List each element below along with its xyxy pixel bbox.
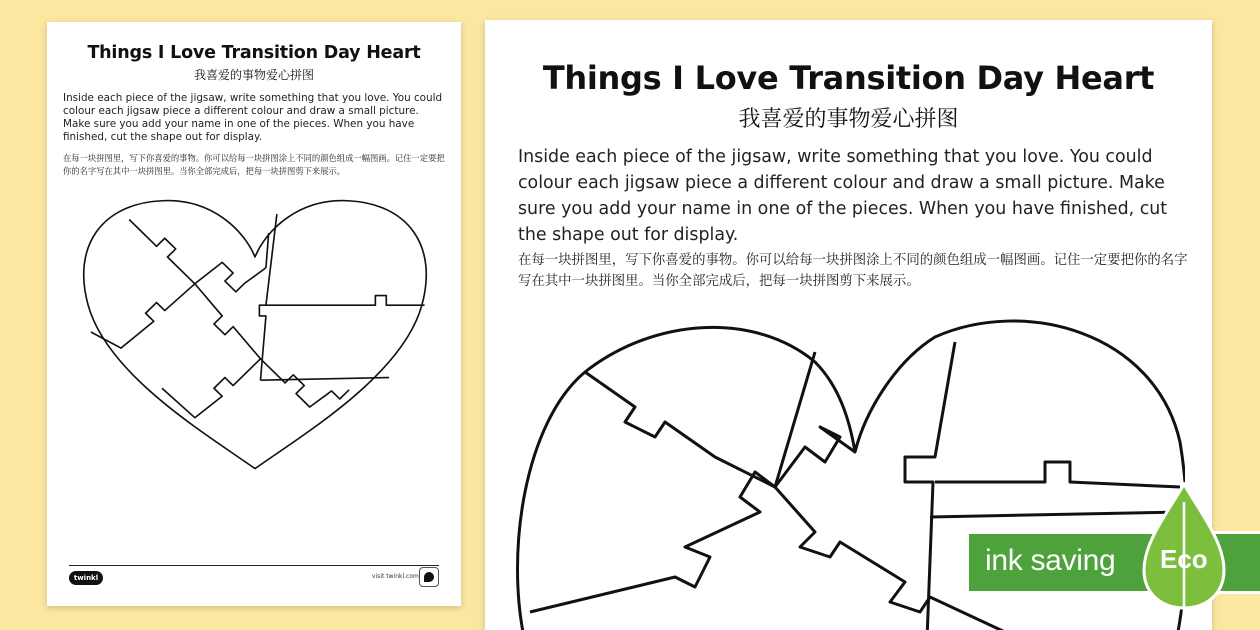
worksheet-title-large: Things I Love Transition Day Heart	[542, 59, 1155, 97]
twinkl-logo-icon: twinkl	[69, 571, 103, 585]
ink-saving-label: ink saving	[985, 544, 1116, 577]
worksheet-subtitle: 我喜爱的事物爱心拼图	[193, 68, 314, 82]
instructions-chinese-large: 在每一块拼图里，写下你喜爱的事物。你可以给每一块拼图涂上不同的颜色组成一幅图画。记住一定要把你的名字写在其中一块拼图里。当你全部完成后，把每一块拼图剪下来展示。	[518, 253, 1188, 289]
visit-link-text: visit twinkl.com	[372, 573, 419, 580]
eco-label: Eco	[1160, 544, 1208, 574]
instructions-english-large: Inside each piece of the jigsaw, write something that you love. You could colour each jigsaw piece a different colour and draw a small picture. Make sure you add your name in one of the pieces. When you have finished, cut the shape out for display.	[518, 147, 1168, 245]
worksheet-title: Things I Love Transition Day Heart	[87, 43, 421, 63]
instructions-english: Inside each piece of the jigsaw, write something that you love. You could colour each jigsaw piece a different colour and draw a small picture. Make sure you add your name in one of the pieces. When you have finished, cut the shape out for display.	[63, 92, 443, 143]
worksheet-subtitle-large: 我喜爱的事物爱心拼图	[738, 107, 959, 132]
instructions-chinese: 在每一块拼图里，写下你喜爱的事物。你可以给每一块拼图涂上不同的颜色组成一幅图画。记住一定要把你的名字写在其中一块拼图里。当你全部完成后，把每一块拼图剪下来展示。	[63, 153, 445, 176]
quality-badge-icon	[419, 567, 439, 587]
footer-divider	[69, 565, 439, 566]
heart-jigsaw-outline	[69, 182, 441, 482]
worksheet-preview-thumbnail	[47, 22, 461, 606]
eco-leaf-icon	[1138, 482, 1230, 616]
